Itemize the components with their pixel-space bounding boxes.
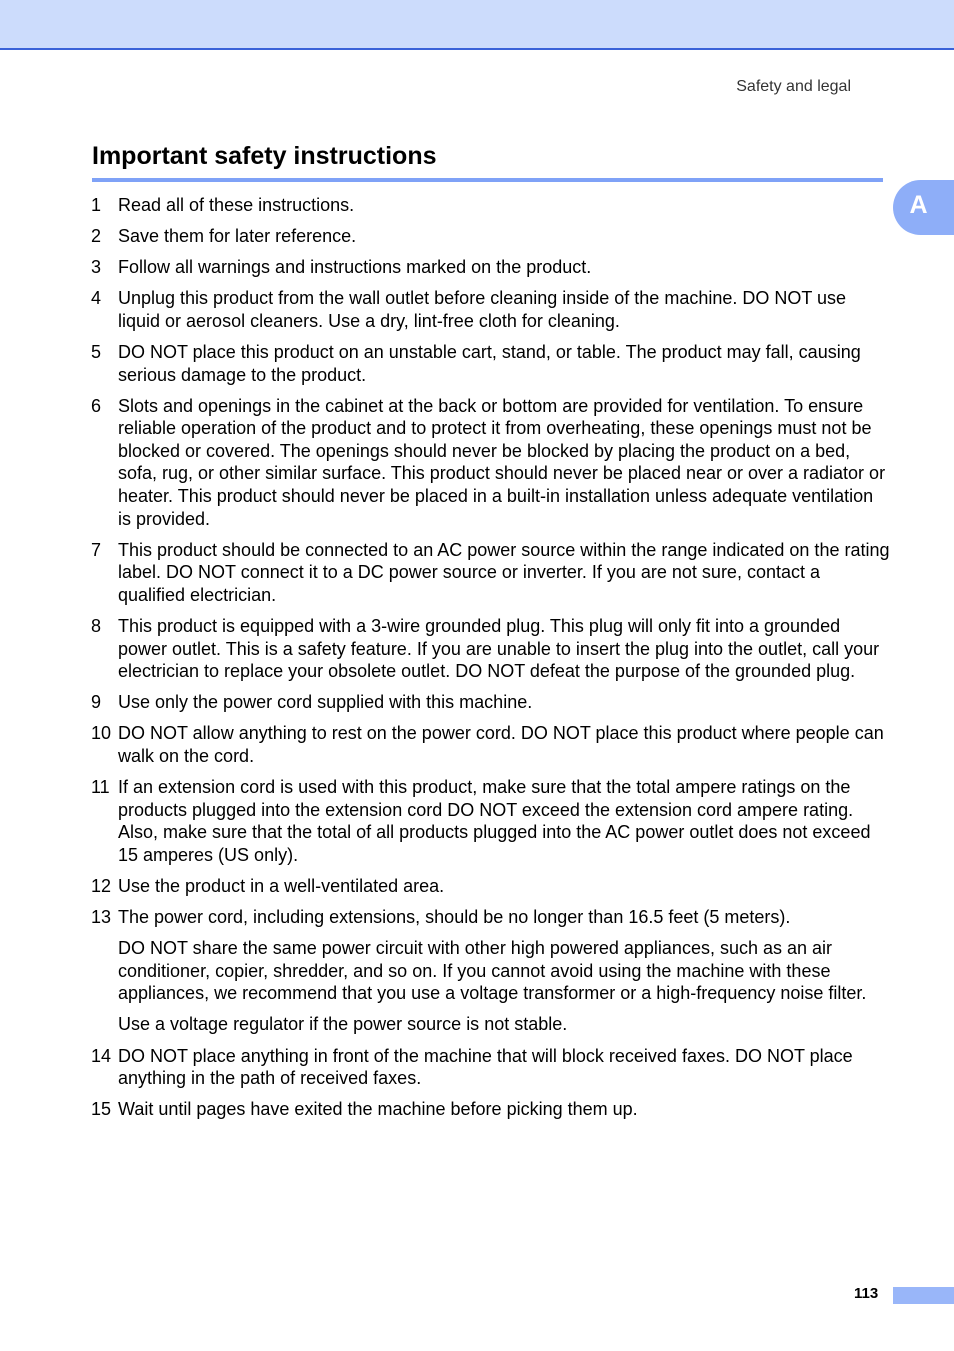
item-text: DO NOT allow anything to rest on the power cord. DO NOT place this product where people can walk on the cord. [118, 723, 884, 766]
item-text: Use the product in a well-ventilated area. [118, 875, 445, 896]
item-text: Unplug this product from the wall outlet before cleaning inside of the machine. DO NOT use liquid or aerosol cleaners. Use a dry, lint-free cloth for cleaning. [118, 288, 847, 331]
list-item [91, 875, 891, 898]
list-item [91, 225, 891, 248]
item-number: 8 [91, 616, 102, 636]
list-item [91, 194, 891, 217]
list-item [91, 1045, 891, 1090]
item-number: 1 [91, 195, 102, 215]
list-item [91, 1098, 891, 1121]
item-number: 6 [91, 395, 102, 416]
item-text: Slots and openings in the cabinet at the back or bottom are provided for ventilation. To ensure reliable operation of the product and to protect it from overheating, these openings must not be blocked or covered. The openings should never be blocked by placing the product on a bed, sofa, rug, or other similar surface. This product should never be placed near or over a radiator or heater. This product should never be placed in a built-in installation unless adequate ventilation is provided. [118, 395, 886, 529]
header-band [0, 0, 954, 50]
title-rule [92, 178, 883, 182]
item-text: The power cord, including extensions, should be no longer than 16.5 feet (5 meters). [118, 907, 791, 928]
item-text: This product should be connected to an AC power source within the range indicated on the rating label. DO NOT connect it to a DC power source or inverter. If you are not sure, contact a qualified electrician. [118, 539, 890, 605]
list-item [91, 906, 891, 929]
item-number: 12 [91, 875, 112, 896]
item-text: Read all of these instructions. [118, 195, 355, 215]
item-text: DO NOT place anything in front of the machine that will block received faxes. DO NOT place anything in the path of received faxes. [118, 1045, 853, 1089]
item-text: If an extension cord is used with this product, make sure that the total ampere ratings on the products plugged into the extension cord DO NOT exceed the extension cord ampere rating. Also, make sure that the total of all products plugged into the AC power outlet does not exceed 15 amperes (US only). [118, 777, 871, 865]
item-text: This product is equipped with a 3-wire grounded plug. This plug will only fit into a grounded power outlet. This is a safety feature. If you are unable to insert the plug into the outlet, call your electrician to replace your obsolete outlet. DO NOT defeat the purpose of the grounded plug. [118, 616, 880, 682]
item-13-paragraph: Use a voltage regulator if the power source is not stable. [118, 1014, 568, 1035]
item-text: Follow all warnings and instructions marked on the product. [118, 257, 592, 278]
list-item [91, 256, 891, 279]
item-text: DO NOT place this product on an unstable cart, stand, or table. The product may fall, causing serious damage to the product. [118, 341, 861, 385]
list-item [91, 287, 891, 332]
item-text: Use only the power cord supplied with this machine. [118, 692, 533, 713]
item-13-paragraph: DO NOT share the same power circuit with other high powered appliances, such as an air conditioner, copier, shredder, and so on. If you cannot avoid using the machine with these appliances, we recommend that you use a voltage transformer or a high-frequency noise filter. [118, 938, 867, 1004]
list-item [91, 341, 891, 386]
item-number: 9 [91, 692, 102, 713]
item-text: Wait until pages have exited the machine before picking them up. [118, 1099, 638, 1120]
item-number: 14 [91, 1045, 112, 1066]
item-number: 5 [91, 341, 102, 362]
footer-bar [893, 1287, 954, 1304]
item-number: 11 [91, 777, 110, 798]
safety-instructions-list [91, 194, 891, 1129]
chapter-tab [893, 180, 954, 235]
item-text: Save them for later reference. [118, 226, 357, 247]
page-title: Important safety instructions [92, 142, 437, 170]
list-item [91, 691, 891, 714]
list-item [91, 539, 891, 607]
item-number: 15 [91, 1099, 112, 1120]
list-item [91, 395, 891, 531]
running-head: Safety and legal [736, 78, 851, 95]
item-number: 10 [91, 723, 112, 744]
item-number: 2 [91, 226, 102, 247]
list-item [91, 776, 891, 866]
item-number: 7 [91, 539, 102, 560]
page-number: 113 [854, 1285, 879, 1302]
list-item [91, 615, 891, 683]
item-number: 13 [91, 907, 112, 928]
item-number: 3 [91, 257, 102, 278]
chapter-tab-letter: A [909, 191, 928, 219]
list-item [91, 722, 891, 767]
item-number: 4 [91, 288, 102, 309]
